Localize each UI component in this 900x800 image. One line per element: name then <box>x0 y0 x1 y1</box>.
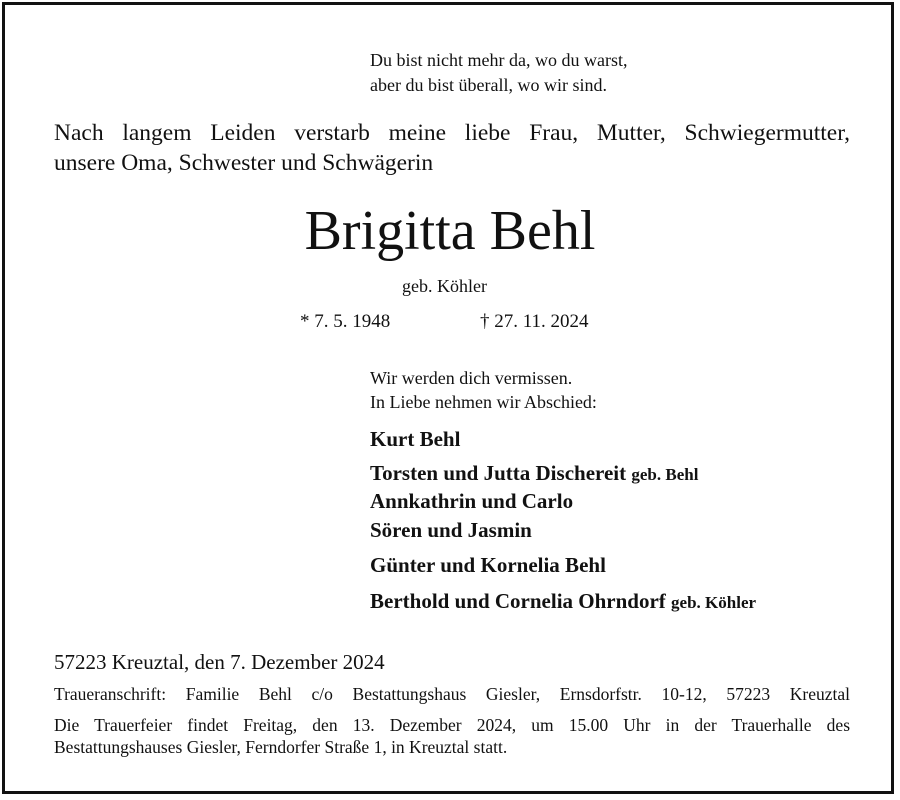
family-member <box>370 550 606 580</box>
family-member-name: Torsten und Jutta Dischereit <box>370 461 627 485</box>
family-member-name: Sören und Jasmin <box>370 518 532 542</box>
farewell-text <box>370 366 597 414</box>
family-member-suffix: geb. Behl <box>631 465 699 484</box>
birth-date: * 7. 5. 1948 <box>300 311 391 332</box>
mourning-address: Traueranschrift: Familie Behl c/o Bestattungshaus Giesler, Ernsdorfstr. 10-12, 57223 Kreuztal <box>54 684 850 704</box>
place-and-date: 57223 Kreuztal, den 7. Dezember 2024 <box>54 650 385 674</box>
poem <box>370 48 627 98</box>
family-member-suffix: geb. Köhler <box>671 593 757 612</box>
farewell-line-2: In Liebe nehmen wir Abschied: <box>370 392 597 412</box>
intro-text <box>54 118 850 178</box>
family-member <box>370 424 460 454</box>
family-member <box>370 586 756 618</box>
poem-line-1: Du bist nicht mehr da, wo du warst, <box>370 50 628 70</box>
funeral-info <box>54 714 850 758</box>
family-member-name: Berthold und Cornelia Ohrndorf <box>370 589 666 613</box>
funeral-info-line-1: Die Trauerfeier findet Freitag, den 13. Dezember 2024, um 15.00 Uhr in der Trauerhalle des <box>54 715 850 735</box>
family-member <box>370 515 532 545</box>
intro-line-1: Nach langem Leiden verstarb meine liebe Frau, Mutter, Schwiegermutter, <box>54 120 850 146</box>
poem-line-2: aber du bist überall, wo wir sind. <box>370 75 607 95</box>
maiden-name: geb. Köhler <box>402 276 487 296</box>
intro-line-2: unsere Oma, Schwester und Schwägerin <box>54 150 434 176</box>
funeral-info-line-2: Bestattungshauses Giesler, Ferndorfer Straße 1, in Kreuztal statt. <box>54 737 508 757</box>
family-member-name: Annkathrin und Carlo <box>370 489 574 513</box>
family-member-name: Kurt Behl <box>370 427 461 451</box>
family-member <box>370 486 573 516</box>
deceased-name: Brigitta Behl <box>304 200 596 262</box>
death-date: † 27. 11. 2024 <box>480 311 589 332</box>
farewell-line-1: Wir werden dich vermissen. <box>370 368 573 388</box>
family-member-name: Günter und Kornelia Behl <box>370 553 606 577</box>
